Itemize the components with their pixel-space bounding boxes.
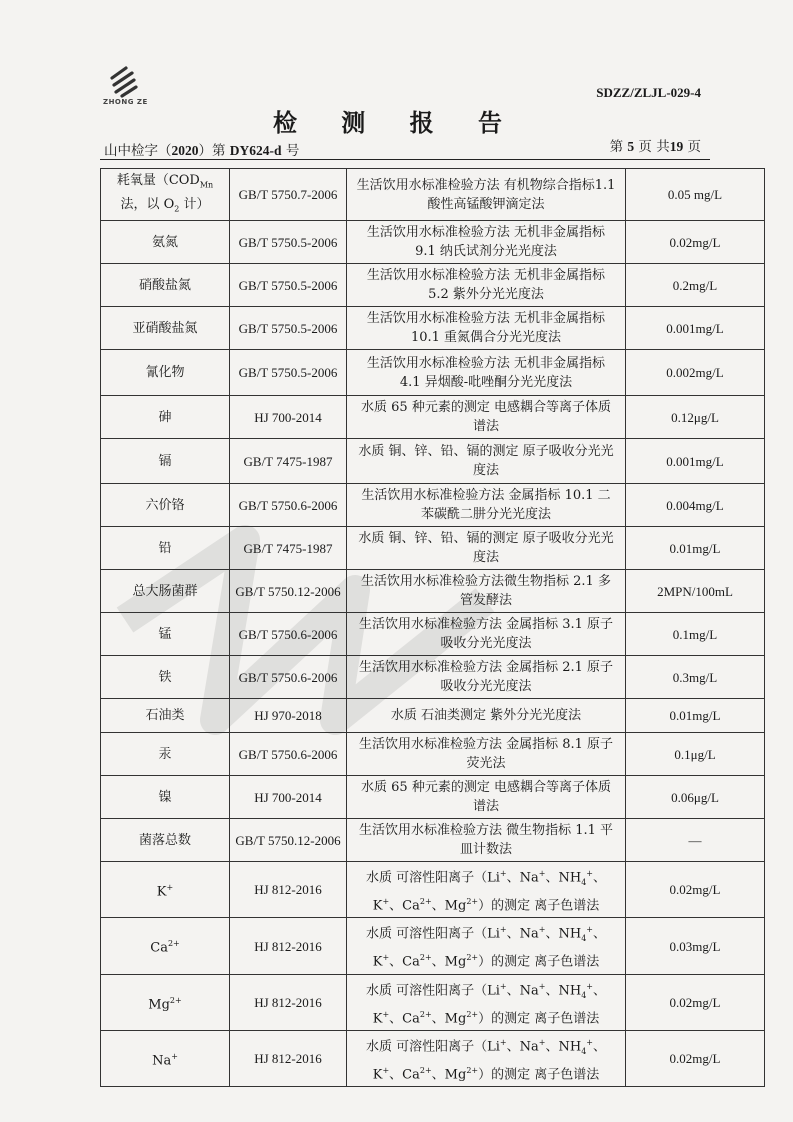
test-method: 水质 可溶性阳离子（Li+、Na+、$NH_4^+$、K+、$Ca^{2+}$、$Mg^{2+}$）的测定 离子色谱法 [347, 862, 626, 918]
detection-limit: 0.01mg/L [626, 527, 765, 570]
test-item: 亚硝酸盐氮 [101, 307, 230, 350]
test-item: $Ca^{2+}$ [101, 918, 230, 974]
detection-limit: 0.02mg/L [626, 974, 765, 1030]
test-item: 氨氮 [101, 221, 230, 264]
detection-limit: 0.05 mg/L [626, 169, 765, 221]
standard-code: GB/T 5750.6-2006 [230, 656, 347, 699]
standard-code: GB/T 5750.6-2006 [230, 484, 347, 527]
test-item: 石油类 [101, 699, 230, 733]
standard-code: HJ 812-2016 [230, 862, 347, 918]
test-method: 生活饮用水标准检验方法 金属指标 8.1 原子荧光法 [347, 733, 626, 776]
table-row [101, 396, 765, 439]
standard-code: HJ 812-2016 [230, 1030, 347, 1086]
test-item: 菌落总数 [101, 819, 230, 862]
test-item: Na+ [101, 1030, 230, 1086]
test-method: 水质 可溶性阳离子（Li+、Na+、$NH_4^+$、K+、$Ca^{2+}$、$Mg^{2+}$）的测定 离子色谱法 [347, 974, 626, 1030]
table-row [101, 264, 765, 307]
test-item: 氰化物 [101, 350, 230, 396]
standard-code: GB/T 5750.5-2006 [230, 264, 347, 307]
table-row [101, 1030, 765, 1086]
table-row [101, 918, 765, 974]
test-method: 生活饮用水标准检验方法 无机非金属指标 9.1 纳氏试剂分光光度法 [347, 221, 626, 264]
test-item: $Mg^{2+}$ [101, 974, 230, 1030]
standard-code: HJ 970-2018 [230, 699, 347, 733]
detection-limit: 0.02mg/L [626, 221, 765, 264]
table-row [101, 733, 765, 776]
standard-code: GB/T 5750.6-2006 [230, 733, 347, 776]
document-code: SDZZ/ZLJL-029-4 [596, 85, 701, 100]
detection-limit: 0.002mg/L [626, 350, 765, 396]
table-row [101, 613, 765, 656]
test-method: 生活饮用水标准检验方法 无机非金属指标 10.1 重氮偶合分光光度法 [347, 307, 626, 350]
test-item: 硝酸盐氮 [101, 264, 230, 307]
standard-code: GB/T 5750.5-2006 [230, 221, 347, 264]
test-item: 耗氧量（$COD_{Mn}$ 法，以 $O_2$ 计） [101, 169, 230, 221]
detection-limit: 0.03mg/L [626, 918, 765, 974]
detection-limit: 0.02mg/L [626, 1030, 765, 1086]
standard-code: HJ 812-2016 [230, 974, 347, 1030]
detection-limit: 0.001mg/L [626, 439, 765, 484]
test-item: 汞 [101, 733, 230, 776]
detection-limit: — [626, 819, 765, 862]
detection-limit: 0.12μg/L [626, 396, 765, 439]
standard-code: GB/T 5750.7-2006 [230, 169, 347, 221]
table-row [101, 819, 765, 862]
test-item: 铅 [101, 527, 230, 570]
test-method: 水质 65 种元素的测定 电感耦合等离子体质谱法 [347, 396, 626, 439]
table-row [101, 484, 765, 527]
table-row [101, 439, 765, 484]
standard-code: GB/T 5750.12-2006 [230, 570, 347, 613]
table-row [101, 221, 765, 264]
detection-limit: 0.1mg/L [626, 613, 765, 656]
test-method: 生活饮用水标准检验方法 金属指标 2.1 原子吸收分光光度法 [347, 656, 626, 699]
standard-code: GB/T 5750.5-2006 [230, 307, 347, 350]
test-method: 水质 铜、锌、铅、镉的测定 原子吸收分光光度法 [347, 527, 626, 570]
table-row [101, 974, 765, 1030]
page-title: 检 测 报 告 [272, 108, 521, 137]
test-method: 水质 铜、锌、铅、镉的测定 原子吸收分光光度法 [347, 439, 626, 484]
detection-limit: 0.01mg/L [626, 699, 765, 733]
test-method: 生活饮用水标准检验方法 有机物综合指标1.1 酸性高锰酸钾滴定法 [347, 169, 626, 221]
detection-limit: 0.3mg/L [626, 656, 765, 699]
test-method: 水质 可溶性阳离子（Li+、Na+、$NH_4^+$、K+、$Ca^{2+}$、$Mg^{2+}$）的测定 离子色谱法 [347, 918, 626, 974]
page-number: 第 5 页 共19 页 [609, 139, 701, 155]
report-number: 山中检字（2020）第 DY624-d 号 [104, 143, 300, 159]
table-row [101, 699, 765, 733]
logo-text: ZHONG ZE [103, 98, 148, 106]
test-method: 生活饮用水标准检验方法 微生物指标 1.1 平皿计数法 [347, 819, 626, 862]
standard-code: GB/T 7475-1987 [230, 439, 347, 484]
table-row [101, 350, 765, 396]
test-item: 总大肠菌群 [101, 570, 230, 613]
test-method: 生活饮用水标准检验方法 无机非金属指标 4.1 异烟酸-吡唑酮分光光度法 [347, 350, 626, 396]
detection-limit: 0.1μg/L [626, 733, 765, 776]
test-method: 生活饮用水标准检验方法 无机非金属指标 5.2 紫外分光光度法 [347, 264, 626, 307]
detection-limit: 2MPN/100mL [626, 570, 765, 613]
detection-limit: 0.001mg/L [626, 307, 765, 350]
test-method: 水质 可溶性阳离子（Li+、Na+、$NH_4^+$、K+、$Ca^{2+}$、$Mg^{2+}$）的测定 离子色谱法 [347, 1030, 626, 1086]
standard-code: HJ 812-2016 [230, 918, 347, 974]
test-item: 铁 [101, 656, 230, 699]
test-method: 生活饮用水标准检验方法 金属指标 10.1 二苯碳酰二肼分光光度法 [347, 484, 626, 527]
standard-code: GB/T 5750.6-2006 [230, 613, 347, 656]
table-row [101, 169, 765, 221]
header-rule [100, 159, 710, 160]
table-row [101, 307, 765, 350]
detection-limit: 0.02mg/L [626, 862, 765, 918]
detection-limit: 0.2mg/L [626, 264, 765, 307]
test-methods-table [100, 168, 765, 1087]
table-row [101, 527, 765, 570]
test-method: 生活饮用水标准检验方法微生物指标 2.1 多管发酵法 [347, 570, 626, 613]
table-row [101, 656, 765, 699]
test-item: 锰 [101, 613, 230, 656]
test-item: 六价铬 [101, 484, 230, 527]
test-item: 砷 [101, 396, 230, 439]
test-method: 生活饮用水标准检验方法 金属指标 3.1 原子吸收分光光度法 [347, 613, 626, 656]
detection-limit: 0.004mg/L [626, 484, 765, 527]
table-row [101, 570, 765, 613]
standard-code: HJ 700-2014 [230, 776, 347, 819]
standard-code: GB/T 5750.12-2006 [230, 819, 347, 862]
standard-code: HJ 700-2014 [230, 396, 347, 439]
table-row [101, 862, 765, 918]
test-item: K+ [101, 862, 230, 918]
table-row [101, 776, 765, 819]
test-method: 水质 石油类测定 紫外分光光度法 [347, 699, 626, 733]
standard-code: GB/T 5750.5-2006 [230, 350, 347, 396]
test-item: 镍 [101, 776, 230, 819]
test-method: 水质 65 种元素的测定 电感耦合等离子体质谱法 [347, 776, 626, 819]
detection-limit: 0.06μg/L [626, 776, 765, 819]
standard-code: GB/T 7475-1987 [230, 527, 347, 570]
test-item: 镉 [101, 439, 230, 484]
